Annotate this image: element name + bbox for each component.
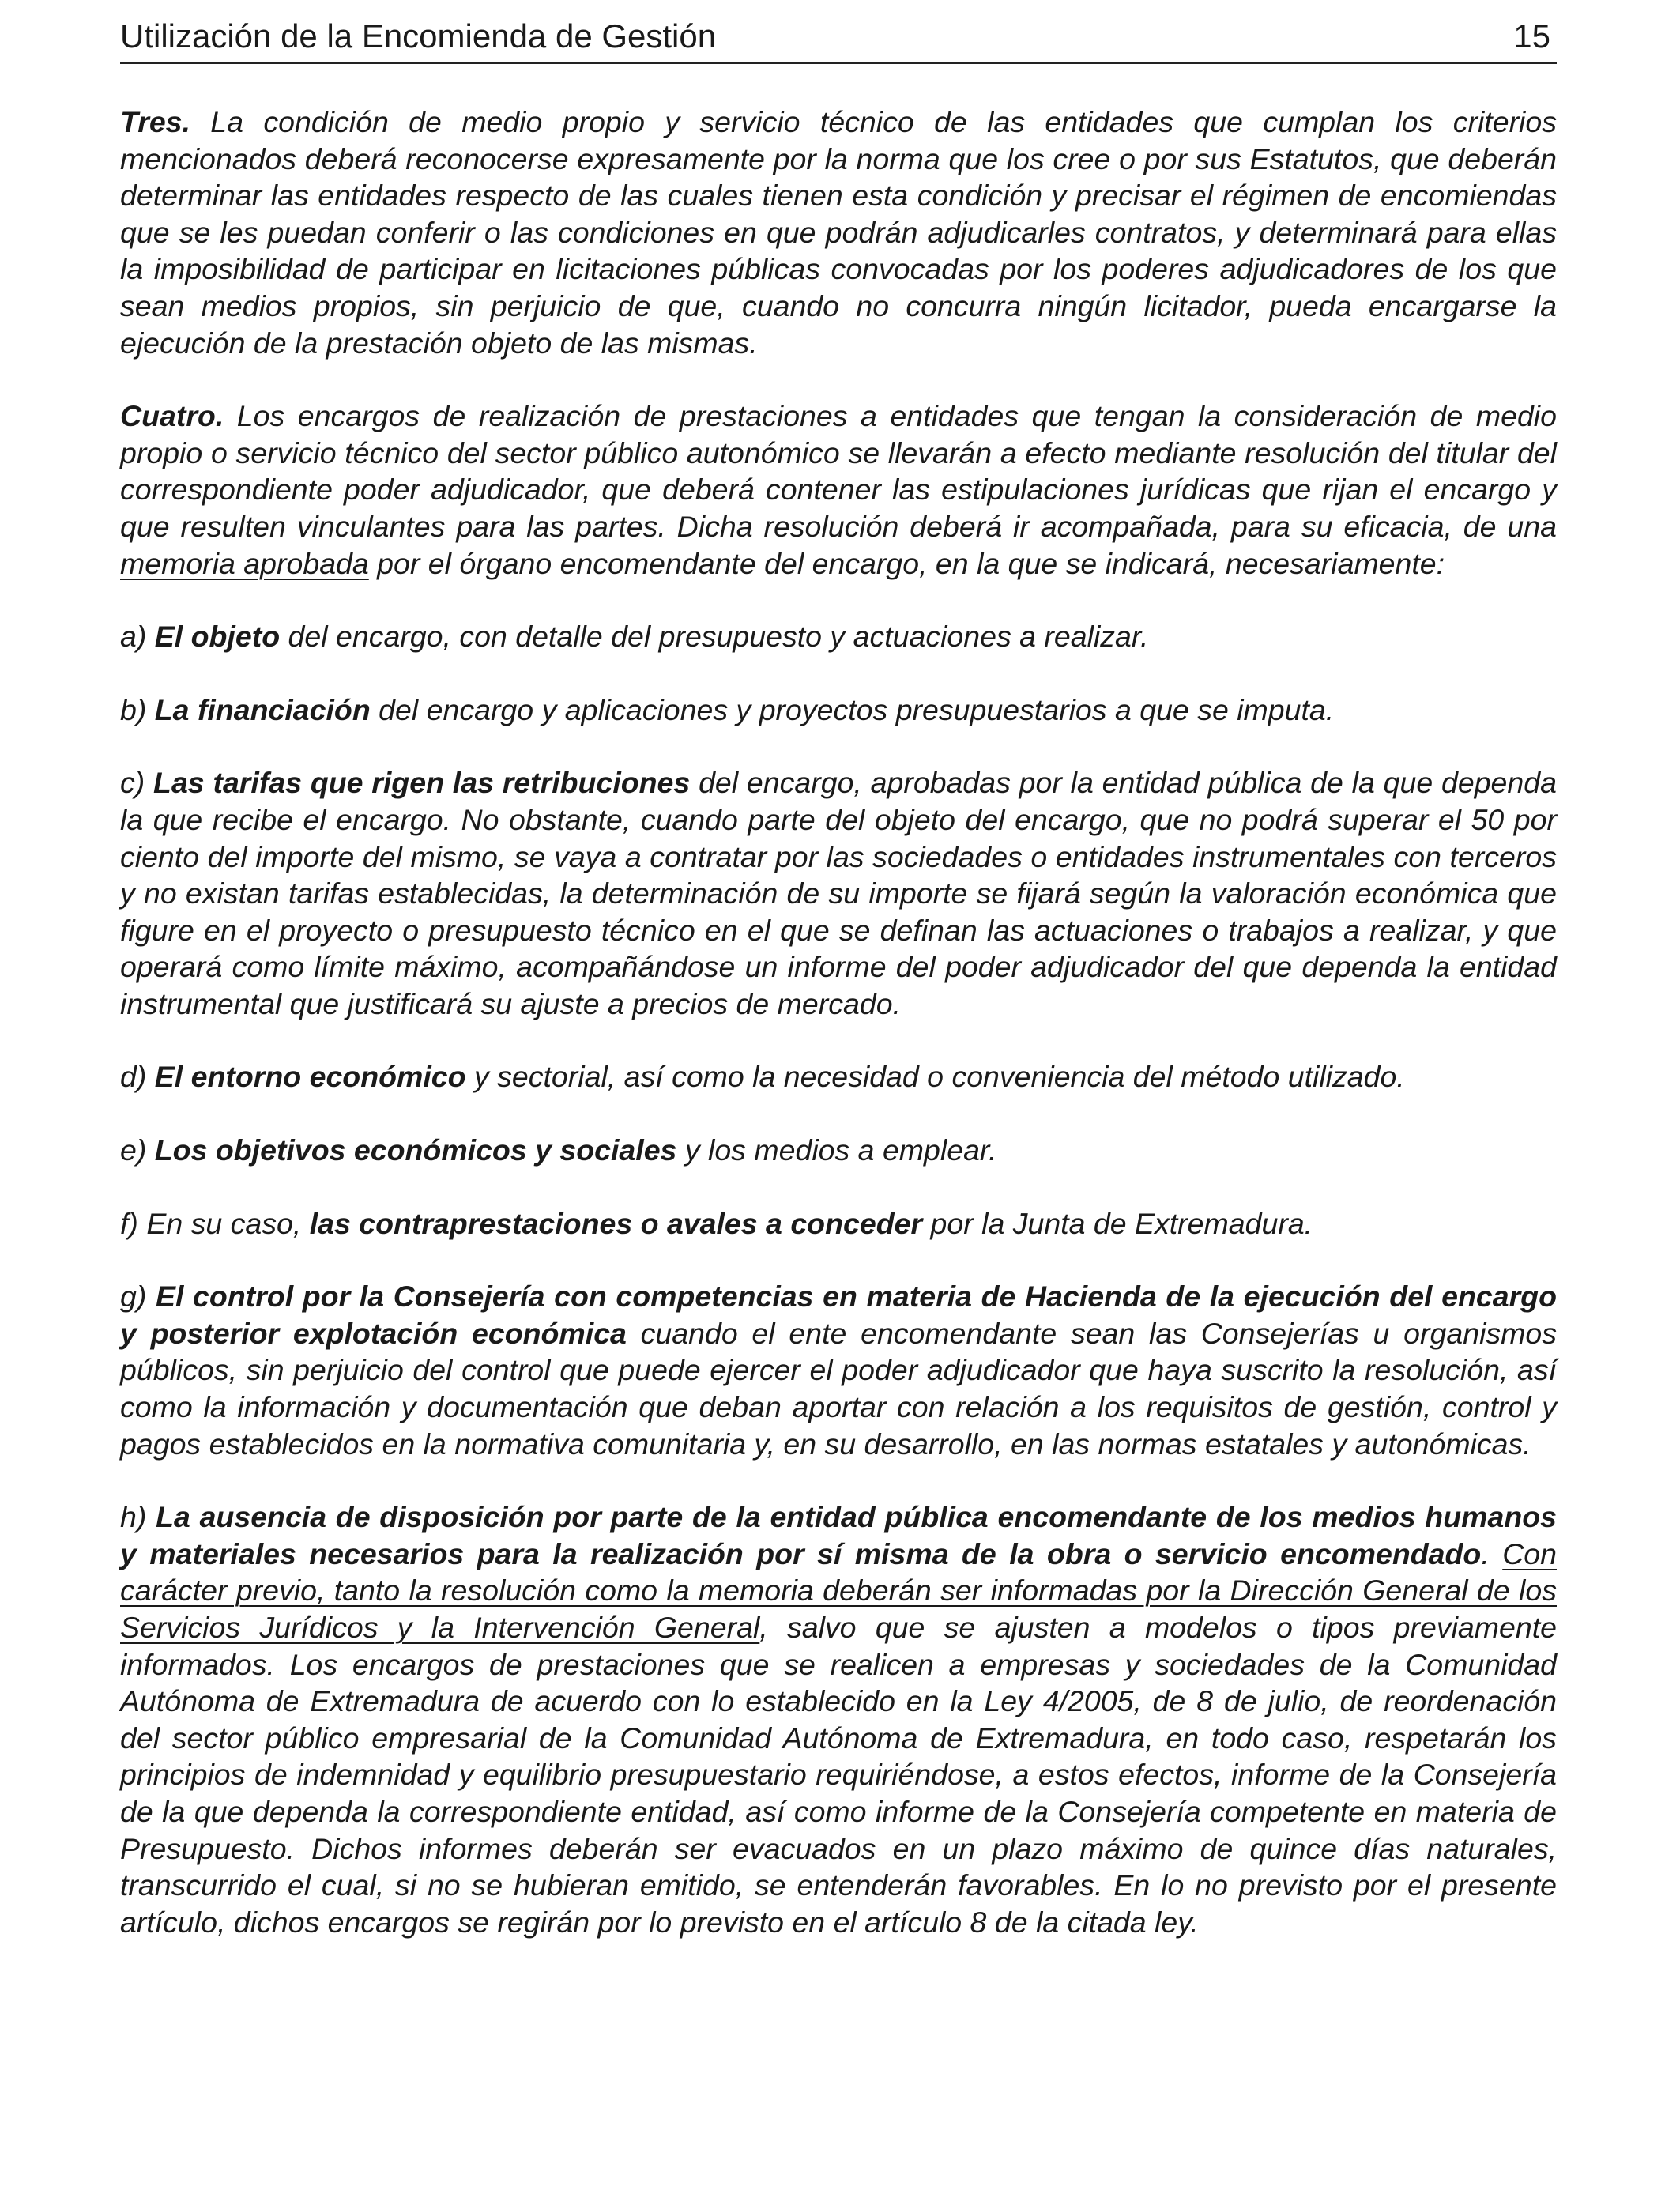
item-prefix: g): [120, 1280, 156, 1314]
paragraph-cuatro: [120, 398, 1557, 582]
item-text: por la Junta de Extremadura.: [922, 1206, 1313, 1240]
item-text: del encargo, aprobadas por la entidad pública de la que dependa la que recibe el encargo. No obstante, cuando parte del objeto del encargo, que no podrá superar el 50 por ciento del importe del mismo, se vaya a contratar por las sociedades o entidades instrumentales con terceros y no existan tarifas establecidas, la determinación de su importe se fijará según la valoración económica que figure en el proyecto o presupuesto técnico en el que se definan las actuaciones o trabajos a realizar, y que operará como límite máximo, acompañándose un informe del poder adjudicador del que dependa la entidad instrumental que justificará su ajuste a precios de mercado.: [120, 766, 1557, 1020]
item-bold: La ausencia de disposición por parte de la entidad pública encomendante de los medios humanos y materiales necesarios para la realización por sí misma de la obra o servicio encomendado: [120, 1500, 1557, 1570]
item-prefix: h): [120, 1500, 156, 1534]
item-prefix: d): [120, 1060, 155, 1094]
list-item-d: [120, 1058, 1557, 1095]
paragraph-tres: [120, 104, 1557, 361]
paragraph-text: La condición de medio propio y servicio técnico de las entidades que cumplan los criterios mencionados deberá reconocerse expresamente por la norma que los cree o por sus Estatutos, que deberán determinar las entidades respecto de las cuales tienen esta condición y precisar el régimen de encomiendas que se les puedan conferir o las condiciones en que podrán adjudicarles contratos, y determinará para ellas la imposibilidad de participar en licitaciones públicas convocadas por los poderes adjudicadores de los que sean medios propios, sin perjuicio de que, cuando no concurra ningún licitador, pueda encargarse la ejecución de la prestación objeto de las mismas.: [120, 105, 1557, 360]
item-bold: las contraprestaciones o avales a conceder: [309, 1206, 923, 1240]
page-number: 15: [1513, 17, 1550, 55]
item-bold: Las tarifas que rigen las retribuciones: [153, 766, 691, 800]
item-bold: Los objetivos económicos y sociales: [154, 1133, 677, 1167]
document-page: [120, 0, 1557, 1977]
paragraph-lead: Cuatro.: [120, 399, 224, 433]
paragraph-text: por el órgano encomendante del encargo, en la que se indicará, necesariamente:: [368, 546, 1445, 580]
item-text: .: [1481, 1536, 1503, 1570]
list-item-b: [120, 692, 1557, 729]
list-item-f: [120, 1205, 1557, 1242]
list-item-h: [120, 1498, 1557, 1940]
item-prefix: f) En su caso,: [120, 1206, 310, 1240]
item-bold: El entorno económico: [154, 1060, 466, 1094]
header-title: Utilización de la Encomienda de Gestión: [120, 17, 717, 55]
item-text: y los medios a emplear.: [676, 1133, 997, 1167]
underlined-text: memoria aprobada: [120, 546, 369, 580]
item-text: del encargo y aplicaciones y proyectos presupuestarios a que se imputa.: [370, 692, 1335, 726]
item-text: cuando el ente encomendante sean las Consejerías u organismos públicos, sin perjuicio del control que puede ejercer el poder adjudicador que haya suscrito la resolución, así como la información y documentación que deban aportar con relación a los requisitos de gestión, control y pagos establecidos en la normativa comunitaria y, en su desarrollo, en las normas estatales y autonómicas.: [120, 1316, 1557, 1461]
item-bold: La financiación: [154, 692, 371, 726]
list-item-g: [120, 1278, 1557, 1462]
item-bold: El control por la Consejería con competencias en materia de Hacienda de la ejecución del encargo y posterior explotación económica: [120, 1280, 1557, 1350]
list-item-a: [120, 618, 1557, 655]
page-header: [120, 0, 1557, 64]
item-text: y sectorial, así como la necesidad o conveniencia del método utilizado.: [465, 1060, 1405, 1094]
underlined-text: Con carácter previo, tanto la resolución como la memoria deberán ser informadas por la Dirección General de los Servicios Jurídicos y la Intervención General: [120, 1536, 1557, 1644]
list-item-c: [120, 764, 1557, 1022]
item-text: , salvo que se ajusten a modelos o tipos previamente informados. Los encargos de prestaciones que se realicen a empresas y sociedades de la Comunidad Autónoma de Extremadura de acuerdo con lo establecido en la Ley 4/2005, de 8 de julio, de reordenación del sector público empresarial de la Comunidad Autónoma de Extremadura, en todo caso, respetarán los principios de indemnidad y equilibrio presupuestario requiriéndose, a estos efectos, informe de la Consejería de la que dependa la correspondiente entidad, así como informe de la Consejería competente en materia de Presupuesto. Dichos informes deberán ser evacuados en un plazo máximo de quince días naturales, transcurrido el cual, si no se hubieran emitido, se entenderán favorables. En lo no previsto por el presente artículo, dichos encargos se regirán por lo previsto en el artículo 8 de la citada ley.: [120, 1611, 1557, 1939]
item-prefix: a): [120, 620, 155, 654]
paragraph-text: Los encargos de realización de prestaciones a entidades que tengan la consideración de medio propio o servicio técnico del sector público autonómico se llevarán a efecto mediante resolución del titular del correspondiente poder adjudicador, que deberá contener las estipulaciones jurídicas que rijan el encargo y que resulten vinculantes para las partes. Dicha resolución deberá ir acompañada, para su eficacia, de una: [120, 399, 1557, 543]
paragraph-lead: Tres.: [120, 105, 190, 138]
item-prefix: b): [120, 692, 155, 726]
document-body: [120, 104, 1557, 1940]
list-item-e: [120, 1132, 1557, 1169]
item-text: del encargo, con detalle del presupuesto y actuaciones a realizar.: [280, 620, 1149, 654]
item-prefix: e): [120, 1133, 155, 1167]
item-prefix: c): [120, 766, 154, 800]
item-bold: El objeto: [154, 620, 281, 654]
